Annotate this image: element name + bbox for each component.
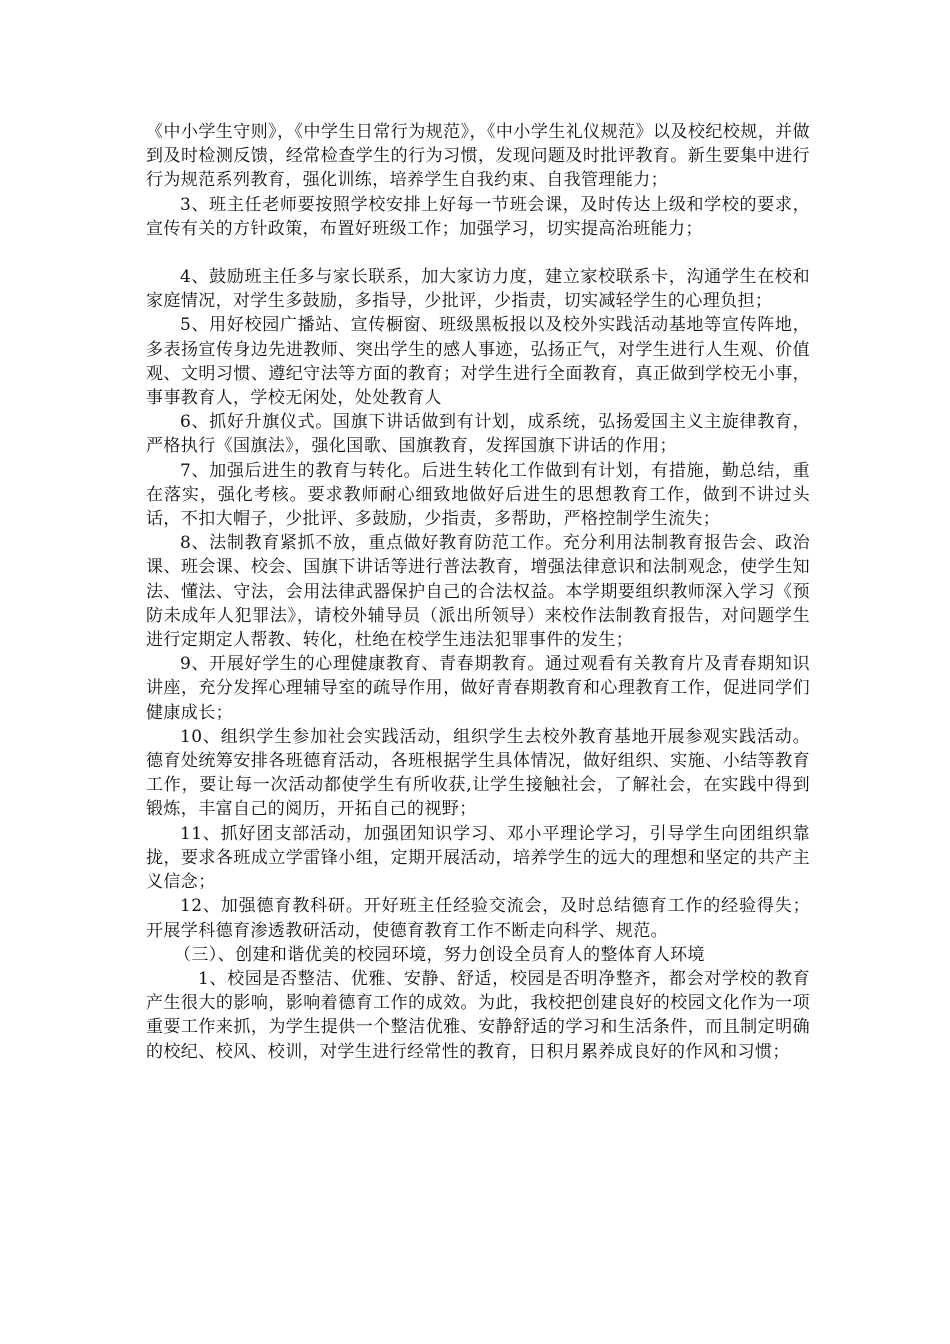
paragraph-item-11: 11、抓好团支部活动，加强团知识学习、邓小平理论学习，引导学生向团组织靠拢，要求各班成立学雷锋小组，定期开展活动，培养学生的远大的理想和坚定的共产主义信念； (146, 823, 810, 893)
section-heading-3: （三）、创建和谐优美的校园环境，努力创设全员育人的整体育人环境 (174, 944, 705, 965)
document-body (146, 120, 810, 1064)
paragraph-item-4: 4、鼓励班主任多与家长联系，加大家访力度，建立家校联系卡，沟通学生在校和家庭情况，对学生多鼓励，多指导，少批评，少指责，切实减轻学生的心理负担； (146, 267, 810, 312)
paragraph-item-6: 6、抓好升旗仪式。国旗下讲话做到有计划，成系统，弘扬爱国主义主旋律教育，严格执行《国旗法》，强化国歌、国旗教育，发挥国旗下讲话的作用； (146, 412, 810, 457)
paragraph-item-12: 12、加强德育教科研。开好班主任经验交流会，及时总结德育工作的经验得失；开展学科德育渗透教研活动，使德育教育工作不断走向科学、规范。 (146, 896, 810, 941)
paragraph-item-9: 9、开展好学生的心理健康教育、青春期教育。通过观看有关教育片及青春期知识讲座，充分发挥心理辅导室的疏导作用，做好青春期教育和心理教育工作，促进同学们健康成长； (146, 654, 810, 723)
paragraph-regulations-education: 《中小学生守则》，《中学生日常行为规范》，《中小学生礼仪规范》以及校纪校规，并做到及时检测反馈，经常检查学生的行为习惯，发现问题及时批评教育。新生要集中进行行为规范系列教育，强化训练，培养学生自我约束、自我管理能力； (146, 122, 810, 191)
paragraph-gap (146, 241, 810, 265)
paragraph-item-3: 3、班主任老师要按照学校安排上好每一节班会课，及时传达上级和学校的要求，宣传有关的方针政策，布置好班级工作；加强学习，切实提高治班能力； (146, 194, 810, 239)
paragraph-item-7: 7、加强后进生的教育与转化。后进生转化工作做到有计划，有措施，勤总结，重在落实，强化考核。要求教师耐心细致地做好后进生的思想教育工作，做到不讲过头话，不扣大帽子，少批评、多鼓励，少指责，多帮助，严格控制学生流失； (146, 460, 810, 530)
paragraph-item-10: 10、组织学生参加社会实践活动，组织学生去校外教育基地开展参观实践活动。德育处统筹安排各班德育活动，各班根据学生具体情况，做好组织、实施、小结等教育工作，要让每一次活动都使学生有所收获,让学生接触社会，了解社会，在实践中得到锻炼，丰富自己的阅历，开拓自己的视野； (146, 726, 810, 820)
paragraph-item-8: 8、法制教育紧抓不放，重点做好教育防范工作。充分利用法制教育报告会、政治课、班会课、校会、国旗下讲话等进行普法教育，增强法律意识和法制观念，使学生知法、懂法、守法，会用法律武器保护自己的合法权益。本学期要组织教师深入学习《预防未成年人犯罪法》，请校外辅导员（派出所领导）来校作法制教育报告，对问题学生进行定期定人帮教、转化，杜绝在校学生违法犯罪事件的发生； (146, 533, 810, 651)
paragraph-item-5: 5、用好校园广播站、宣传橱窗、班级黑板报以及校外实践活动基地等宣传阵地，多表扬宣传身边先进教师、突出学生的感人事迹，弘扬正气，对学生进行人生观、价值观、文明习惯、遵纪守法等方面的教育；对学生进行全面教育，真正做到学校无小事，事事教育人，学校无闲处，处处教育人 (146, 315, 810, 409)
paragraph-campus-environment: 1、校园是否整洁、优雅、安静、舒适，校园是否明净整齐，都会对学校的教育产生很大的影响，影响着德育工作的成效。为此，我校把创建良好的校园文化作为一项重要工作来抓，为学生提供一个整洁优雅、安静舒适的学习和生活条件，而且制定明确的校纪、校风、校训，对学生进行经常性的教育，日积月累养成良好的作风和习惯； (146, 968, 810, 1062)
